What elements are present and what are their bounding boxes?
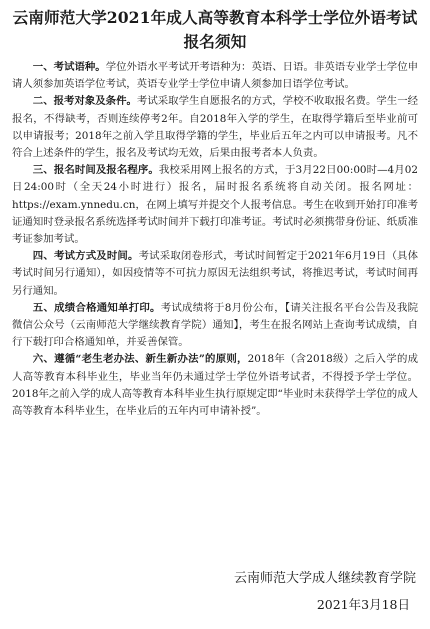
section-body: 考试采取学生自愿报名的方式，学校不收取报名费。学生一经报名，不得缺考，否则连续停考2年。自2018年入学的学生，在取得学籍后至毕业前可以申请报考；2018年之前入学且取得学籍的学生，毕业后五年之内可以申请报考。凡不符合上述条件的学生，报名及考试均无效，后果由报考者本人负责。 [12, 95, 419, 160]
section-body: 考试成绩将于8月份公布，【请关注报名平台公告及我院微信公众号（云南师范大学继续教育学院）通知】，考生在报名网站上查询考试成绩，自行下载打印合格通知单，并妥善保管。 [12, 301, 418, 349]
section-language [12, 59, 418, 93]
section-heading: 六、遵循“老生老办法、新生新办法”的原则， [32, 353, 248, 366]
section-body: 2018年（含2018级）之后入学的成人高等教育本科毕业生，毕业当年仍未通过学士学位外语考试者，不得授予学士学位。2018年之前入学的成人高等教育本科毕业生执行原规定即“毕业时未获得学士学位的成人高等教育本科毕业生，在毕业后的五年内可申请补授”。 [12, 353, 418, 418]
section-heading: 三、报名时间及报名程序。 [32, 164, 159, 177]
section-principle [12, 351, 418, 420]
section-body: 考试采取闭卷形式，考试时间暂定于2021年6月19日（具体考试时间另行通知），如因疫情等不可抗力原因无法组织考试，将推迟考试，考试时间再另行通知。 [12, 250, 418, 297]
section-body: 我校采用网上报名的方式，于3月22日00:00时—4月02日24:00时（全天24小时进行）报名，届时报名系统将自动关闭。报名网址：https://exam.ynnedu.cn，在网上填写并提交个人报考信息。考生在收到开始打印准考证通知时登录报名系统选择考试时间并下载打印准考证。考试时必须携带身份证、纸质准考证参加考试。 [12, 164, 419, 246]
section-heading: 四、考试方式及时间。 [32, 250, 139, 263]
section-eligibility [12, 93, 418, 162]
section-heading: 二、报考对象及条件。 [32, 95, 137, 108]
notice-title-line2: 报名须知 [183, 32, 247, 51]
signature-organization: 云南师范大学成人继续教育学院 [233, 571, 416, 586]
section-heading: 一、考试语种。 [32, 61, 106, 73]
notice-title-line1: 云南师范大学2021年成人高等教育本科学士学位外语考试 [12, 8, 418, 27]
section-heading: 五、成绩合格通知单打印。 [32, 301, 161, 314]
section-registration [12, 162, 418, 248]
section-body: 学位外语水平考试开考语种为：英语、日语。非英语专业学士学位申请人须参加英语学位考试，英语专业学士学位申请人须参加日语学位考试。 [12, 61, 419, 91]
signature-date: 2021年3月18日 [316, 597, 410, 612]
section-exam-format [12, 248, 418, 300]
section-score-notice [12, 300, 418, 352]
